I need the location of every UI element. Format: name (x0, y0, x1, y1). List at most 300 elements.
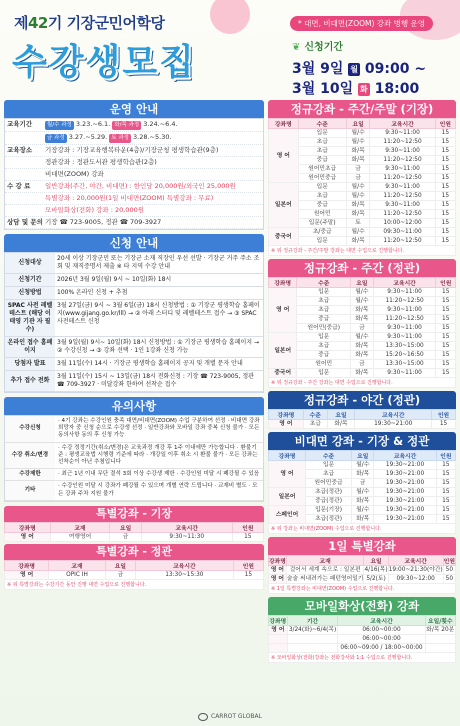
table-row (269, 575, 456, 584)
table-cell: 15 (436, 506, 455, 515)
operation-row-label: 교육기간 (7, 120, 33, 128)
nonface-note: ※ 위 강좌는 비대면(ZOOM) 수업으로 진행합니다. (268, 524, 456, 534)
table-cell: 9:30~11:00 (370, 129, 435, 138)
table-cell: 15 (435, 192, 455, 201)
table-row (269, 306, 456, 315)
operation-text: 기장 ☎ 723-9005, 정관 ☎ 709-3927 (45, 218, 162, 226)
apply-row-label: 추가 접수 전화 (5, 371, 55, 391)
column-header: 인원 (432, 410, 456, 420)
column-header: 강좌명 (269, 616, 288, 626)
language-cell: 일본어 (269, 333, 297, 369)
table-cell: 술술 써내려가는 패턴영어일기 (286, 576, 364, 582)
table-cell: 11:20~12:50 (370, 237, 435, 246)
period-end: 3월 10일 화 18:00 (292, 81, 420, 97)
table-cell: 15 (435, 219, 455, 228)
table-cell: 월/수 (346, 228, 370, 237)
table-cell: 원어민중급 (306, 479, 352, 488)
operation-row-label (7, 194, 45, 203)
language-cell: 영 어 (269, 420, 304, 429)
column-header: 강좌명 (5, 560, 49, 570)
apply-row-label: 온라인 접수 홈페이지 (5, 337, 55, 357)
period-start: 3월 9일 월 09:00 ~ (292, 61, 427, 77)
operation-row-label (7, 170, 45, 179)
operation-row-value (45, 218, 261, 227)
notice-box (4, 415, 264, 502)
table-cell: 11:20~12:50 (370, 210, 435, 219)
column-header: 교육시간 (370, 119, 435, 129)
operation-row-label (7, 133, 45, 143)
table-cell: 13:30~15:00 (373, 342, 436, 351)
notice-row (5, 469, 263, 481)
table-row (269, 506, 456, 515)
table-cell: 영 어 (5, 532, 51, 541)
table-cell: 초/중급 (298, 228, 346, 237)
table-cell: 11:20~12:50 (370, 138, 435, 147)
table-header-row (269, 278, 456, 288)
column-header: 강좌명 (269, 119, 299, 129)
term-dates: 3.24.~6.4. (143, 120, 178, 128)
column-header: 교육시간 (373, 278, 436, 288)
table-cell: 15 (436, 479, 455, 488)
table-cell: 19:30~21:00 (374, 515, 436, 524)
column-header: 인원 (233, 560, 263, 570)
special-jeonggwan-header: 특별강좌 - 정관 (4, 544, 264, 560)
table-cell: 15 (432, 420, 456, 429)
language-cell: 영 어 (269, 129, 299, 183)
column-header: 요일/횟수 (425, 616, 455, 626)
column-header: 교재 (286, 556, 364, 566)
table-cell: 15 (435, 147, 455, 156)
sprout-icon: ❦ (292, 42, 301, 53)
table-cell: 15 (232, 532, 263, 541)
right-column (268, 100, 456, 663)
table-cell: 15 (435, 156, 455, 165)
table-cell: 초급(정관) (306, 515, 352, 524)
operation-row-value (45, 146, 261, 155)
table-cell: 입문 (297, 288, 351, 297)
mobile-note: ※ 모바일화상(전화)강좌는 전화강사와 1:1 수업으로 진행합니다. (268, 653, 456, 663)
table-cell: 금 (351, 324, 374, 333)
table-cell: 월/수 (351, 333, 374, 342)
table-cell: 토 (346, 219, 370, 228)
operation-row-value (45, 158, 261, 167)
table-cell: 15:20~16:50 (373, 351, 436, 360)
table-cell: 5/2(토) (364, 575, 388, 584)
table-cell: 9:30~11:00 (373, 288, 436, 297)
notice-row-label: 수강제한 (5, 469, 55, 480)
table-header-row (5, 560, 264, 570)
operation-row (5, 205, 263, 217)
table-cell: 초급 (303, 420, 327, 429)
table-row (5, 570, 264, 579)
blossom-decoration (210, 0, 250, 34)
oneday-note: ※ 1일 특별강좌는 비대면(ZOOM) 수업으로 진행합니다. (268, 584, 456, 594)
table-cell: 19:30~21:00 (374, 479, 436, 488)
apply-row-value: 3월 9일(월) 9시~ 10일(화) 18시 신청방법 : ① 기장군 평생학습 홈페이지 → ② 수강신청 → ③ 강좌 선택 · 1인 1강좌 신청 가능 (57, 339, 260, 354)
operation-row-label: 상담 및 문의 (7, 218, 43, 226)
table-cell: 15 (435, 129, 455, 138)
oneday-table (268, 555, 456, 584)
reg-jeonggwan-note: ※ 위 정규강좌 - 주간 강좌는 대면 수업으로 진행합니다. (268, 378, 456, 388)
column-header: 교육시간 (374, 451, 436, 461)
table-row (269, 351, 456, 360)
notice-row-value: · 최근 1년 이내 무단 결석 3회 이상 수강생 제한 · 수강인원 미달 시 폐강될 수 있음 (58, 471, 260, 478)
table-cell: 화/목 (346, 237, 370, 246)
operation-row (5, 132, 263, 145)
mobile-header: 모바일화상(전화) 강좌 (268, 597, 456, 615)
reg-gijang-note: ※ 위 정규강좌 - 주간/주말 강좌는 대면 수업으로 진행합니다. (268, 246, 456, 256)
notice-row (5, 443, 263, 470)
table-cell: 11:20~12:50 (373, 297, 436, 306)
table-cell: 19:30~21:00 (355, 420, 432, 429)
table-cell: 19:30~21:00 (374, 506, 436, 515)
table-cell: 입문 (297, 369, 351, 378)
table-cell: 입문(주말) (298, 219, 346, 228)
column-header: 요일 (364, 556, 388, 566)
table-cell: 06:00~09:00 / 18:00~00:00 (338, 644, 425, 653)
term-dates: 3.23.~6.1. (75, 120, 111, 128)
table-cell: 중급 (298, 201, 346, 210)
table-row (269, 333, 456, 342)
table-cell: 영 어 (269, 575, 287, 584)
apply-header: 신청 안내 (4, 234, 264, 252)
apply-row-value: 2026년 3월 9일(월) 9시 ~ 10일(화) 18시 (57, 276, 172, 283)
table-cell: 초급 (298, 147, 346, 156)
language-cell: 영 어 (269, 461, 306, 488)
apply-row (5, 253, 263, 274)
table-cell: 15 (435, 183, 455, 192)
table-cell: 06:00~00:00 (338, 626, 425, 635)
table-cell: 15 (436, 288, 456, 297)
table-cell: 19:30~21:00 (374, 461, 436, 470)
table-cell: 화/목 (352, 497, 374, 506)
column-header: 교육시간 (355, 410, 432, 420)
special-note: ※ 위 특별강좌는 수강기간 동안 진행 대면 수업으로 진행합니다. (4, 580, 264, 590)
table-cell: 15 (436, 497, 455, 506)
table-cell (269, 644, 288, 653)
table-cell: 원어민(중급) (297, 324, 351, 333)
apply-row-value: 3월 27일(금) 9시 ~ 3월 6일(금) 18시 신청방법 : ① 기장군 평생학습 홈페이지(www.gijang.go.kr/lll) → ② 아래 스터디 및 레벨테스트 접수 → ③ SPAC 사전테스트 신청 (57, 302, 260, 325)
table-row (269, 315, 456, 324)
operation-text: 특별강좌 : 20,000원(1일 비대면(ZOOM) 특별강좌 : 무료) (45, 194, 214, 202)
period-label: ❦ 신청기간 (292, 42, 344, 53)
table-row (269, 566, 456, 575)
table-cell: 월/수 (346, 183, 370, 192)
operation-row-value (45, 206, 261, 215)
table-row (269, 461, 456, 470)
table-cell: 월/수 (352, 506, 374, 515)
table-cell: 15 (435, 165, 455, 174)
table-cell: 19:30~21:00 (374, 497, 436, 506)
table-cell: 중급 (297, 315, 351, 324)
table-cell: 월/수 (352, 488, 374, 497)
apply-row-label: 신청기간 (5, 274, 55, 286)
table-cell: 11:20~12:50 (370, 156, 435, 165)
operation-row-label: 교육장소 (7, 146, 33, 154)
operation-row-label: 수 강 료 (7, 182, 31, 190)
reg-jeonggwan-header: 정규강좌 - 주간 (정관) (268, 259, 456, 277)
column-header: 교재 (49, 560, 105, 570)
table-cell: 월/수 (352, 461, 374, 470)
table-cell: 화/목 (351, 351, 374, 360)
table-cell: 15 (436, 297, 456, 306)
table-cell: 15 (436, 360, 456, 369)
notice-row (5, 481, 263, 500)
page-title: 수강생모집 (12, 42, 196, 83)
notice-header: 유의사항 (4, 397, 264, 415)
table-cell: 중급 (297, 351, 351, 360)
apply-row (5, 337, 263, 358)
apply-row-value: 3월 11일(수) 14시 · 기장군 평생학습 홈페이지 공지 및 개별 문자 안내 (57, 360, 243, 367)
language-cell: 중국어 (269, 228, 299, 246)
column-header: 수준 (306, 451, 352, 461)
table-cell: 초급 (298, 138, 346, 147)
table-cell: 화/목 (351, 342, 374, 351)
language-cell: 일본어 (269, 183, 299, 228)
column-header: 강좌명 (269, 410, 304, 420)
table-cell: 11:20~12:50 (370, 192, 435, 201)
table-cell: 9:30~11:00 (373, 333, 436, 342)
operation-row (5, 181, 263, 193)
column-header: 강좌명 (5, 522, 51, 532)
table-cell: 15 (436, 315, 456, 324)
table-cell: 15 (436, 488, 455, 497)
special-jeonggwan-table (4, 560, 264, 580)
header (0, 0, 460, 96)
table-cell: 화/목 (346, 210, 370, 219)
table-cell: 15 (435, 174, 455, 183)
table-cell (287, 644, 338, 653)
table-header-row (5, 522, 264, 532)
table-cell: 원어민 (298, 210, 346, 219)
reg-gijang-header: 정규강좌 - 주간/주말 (기장) (268, 100, 456, 118)
table-cell: 화/목 20분 (426, 627, 455, 633)
table-cell: 여행영어 (50, 532, 110, 541)
table-cell: 입문 (298, 237, 346, 246)
operation-row (5, 217, 263, 229)
operation-row-value (45, 170, 261, 179)
apply-row-label: SPAC 사전 레벨테스트 (해당 이태영 기관 자 필수) (5, 300, 55, 336)
table-cell: 금 (346, 165, 370, 174)
table-cell: 15 (435, 210, 455, 219)
notice-row (5, 416, 263, 443)
table-cell: 화/목 (351, 315, 374, 324)
footer-brand: CARROT GLOBAL (211, 713, 262, 720)
table-cell: 월/수 (346, 192, 370, 201)
term-tag: 토 과정 (111, 135, 130, 141)
reg-gijang-table (268, 118, 456, 246)
table-cell: 화/목 (346, 201, 370, 210)
apply-row-value: 3월 11일(수) 15시 ~ 13일(금) 18시 전화신청 : 기장 ☎ 723-9005, 정관 ☎ 709-3927 · 미달강좌 한하여 선착순 접수 (57, 373, 254, 388)
operation-row-value (45, 120, 261, 130)
table-row (269, 360, 456, 369)
column-header: 요일 (105, 560, 135, 570)
table-cell: 15 (436, 324, 456, 333)
format-badge: * 대면, 비대면(ZOOM) 강좌 병행 운영 (290, 16, 433, 31)
table-cell: 9:30~11:00 (370, 147, 435, 156)
operation-row (5, 193, 263, 205)
table-cell: 초급 (297, 342, 351, 351)
table-cell: 19:30~21:00 (374, 470, 436, 479)
table-cell: 월/수 (351, 297, 374, 306)
left-column (4, 100, 264, 590)
term-tag: 금 과정 (47, 135, 65, 141)
column-header: 요일 (110, 522, 141, 532)
apply-row-value: 100% 온라인 신청 + 추첨 (57, 289, 128, 296)
apply-row-label: 당첨자 발표 (5, 358, 55, 370)
table-row (269, 129, 456, 138)
table-cell: 13:30~15:30 (136, 570, 234, 579)
table-cell: 입문 (306, 461, 352, 470)
table-cell: 초급(정관) (306, 488, 352, 497)
notice-row-label: 기타 (5, 481, 55, 499)
table-row (269, 297, 456, 306)
table-cell: 원어민 (297, 360, 351, 369)
table-row (269, 228, 456, 237)
column-header: 수준 (298, 119, 346, 129)
reg-jeonggwan-table (268, 277, 456, 378)
term-tag: 화/목 과정 (114, 122, 140, 128)
table-cell: 15 (233, 570, 263, 579)
table-row (5, 532, 264, 541)
table-cell: 9:30~11:30 (141, 532, 232, 541)
table-cell: 15 (435, 138, 455, 147)
operation-row-value (45, 194, 261, 203)
notice-row-value: · 수강인원 미달 시 강좌가 폐강될 수 있으며 개별 연락 드립니다 · 교재비 별도 · 모든 강좌 주차 지원 불가 (58, 483, 258, 497)
table-cell: 9:30~11:00 (370, 201, 435, 210)
column-header: 교육시간 (338, 616, 425, 626)
table-cell: 금 (351, 360, 374, 369)
table-cell: 15 (436, 342, 456, 351)
table-cell: 금 (105, 570, 135, 579)
apply-row (5, 300, 263, 337)
night-table (268, 409, 456, 429)
column-header: 기간 (287, 616, 338, 626)
column-header: 인원 (435, 119, 455, 129)
table-cell: 11:20~12:50 (370, 174, 435, 183)
notice-row-label: 수강 취소/변경 (5, 443, 55, 469)
apply-row (5, 358, 263, 371)
table-cell: 월/수 (346, 138, 370, 147)
table-header-row (269, 410, 456, 420)
table-cell: 원어민중급 (298, 174, 346, 183)
operation-row-value (45, 182, 261, 191)
table-cell: 금 (110, 532, 141, 541)
operation-text: 모바일화상(전화) 강좌 : 20,000원 (45, 206, 144, 214)
table-cell: 15 (435, 237, 455, 246)
footer (0, 708, 460, 726)
column-header: 강좌명 (269, 278, 297, 288)
notice-row-value: · 4기 강좌는 수강인원 충족 대면/비대면(ZOOM) 수업 구분하여 선정 · 비대면 강좌 희망자 중 신청 순으로 수강생 선정 · 일반강좌와 모바일 강좌 중복 신청 불가 · 모든 동의사항 동의 후 신청 가능 (58, 418, 260, 439)
column-header: 인원 (436, 451, 455, 461)
table-cell: 9:30~11:00 (373, 369, 436, 378)
table-cell: 월/수 (351, 288, 374, 297)
apply-row (5, 287, 263, 300)
table-cell: 금 (352, 479, 374, 488)
language-cell: 스페인어 (269, 506, 306, 524)
column-header: 강좌명 (269, 451, 306, 461)
table-cell: 9:30~11:00 (373, 306, 436, 315)
column-header: 교육시간 (141, 522, 232, 532)
table-cell: 3/24(화)~6/4(목) (288, 627, 337, 633)
table-cell: 15 (436, 369, 456, 378)
apply-row (5, 274, 263, 287)
term-tag: 월/수 과정 (47, 122, 72, 128)
table-header-row (269, 556, 456, 566)
table-cell: 화/목 (346, 156, 370, 165)
mobile-table (268, 615, 456, 653)
table-cell: 걸어서 세계 속으로 : 일본편 (286, 566, 364, 575)
table-row (269, 644, 456, 653)
apply-row (5, 371, 263, 392)
table-cell: 화/목 (352, 515, 374, 524)
table-cell: 원어민초급 (298, 165, 346, 174)
term-dates: 3.28.~5.30. (133, 133, 172, 141)
table-cell: 초급 (298, 192, 346, 201)
table-row (269, 635, 456, 644)
language-cell: 영 어 (269, 288, 297, 333)
table-cell: 50 (443, 566, 455, 575)
table-header-row (269, 616, 456, 626)
table-cell: 영 어 (5, 570, 49, 579)
operation-row-value (45, 133, 261, 143)
carrot-logo-icon (198, 713, 208, 721)
column-header: 강좌명 (269, 556, 287, 566)
language-cell: 중국어 (269, 369, 297, 378)
table-cell (425, 635, 455, 644)
column-header: 교육시간 (388, 556, 443, 566)
oneday-header: 1일 특별강좌 (268, 537, 456, 555)
operation-row-label (7, 206, 45, 215)
table-cell: 15 (436, 515, 455, 524)
column-header: 수준 (297, 278, 351, 288)
table-cell: 4/16(목) (364, 567, 388, 573)
term-dates: 3.27.~5.29. (68, 133, 108, 141)
column-header: 인원 (443, 556, 455, 566)
table-row (269, 288, 456, 297)
operation-row (5, 119, 263, 132)
table-cell: 중급(정관) (306, 497, 352, 506)
table-cell (269, 635, 288, 644)
table-cell: 09:30~11:00 (370, 228, 435, 237)
table-cell: 15 (436, 306, 456, 315)
nonface-table (268, 450, 456, 524)
operation-text: 기장강좌 : 기장교육행복타운(4층)/기장군청 평생학습관(9층) (45, 146, 219, 154)
table-cell: 화/목 (351, 369, 374, 378)
table-cell: 9:30~11:00 (373, 324, 436, 333)
table-header-row (269, 119, 456, 129)
table-cell: 영 어 (269, 626, 288, 635)
table-cell: 06:00~00:00 (338, 635, 425, 644)
operation-row (5, 169, 263, 181)
table-cell: 19:00~21:30(야간) (388, 567, 443, 573)
table-cell: 10:00~12:00 (370, 219, 435, 228)
table-cell: 15 (436, 461, 455, 470)
table-cell (287, 635, 338, 644)
table-cell: 화/목 (327, 420, 355, 429)
language-cell: 일본어 (269, 488, 306, 506)
table-row (269, 324, 456, 333)
table-cell (425, 644, 455, 653)
table-cell: 15 (435, 201, 455, 210)
column-header: 수준 (303, 410, 327, 420)
operation-header: 운영 안내 (4, 100, 264, 118)
table-cell: 중급 (298, 156, 346, 165)
column-header: 요일 (327, 410, 355, 420)
table-cell: 화/목 (346, 147, 370, 156)
table-cell: 월/수 (346, 129, 370, 138)
table-cell: 13:30~15:00 (373, 360, 436, 369)
